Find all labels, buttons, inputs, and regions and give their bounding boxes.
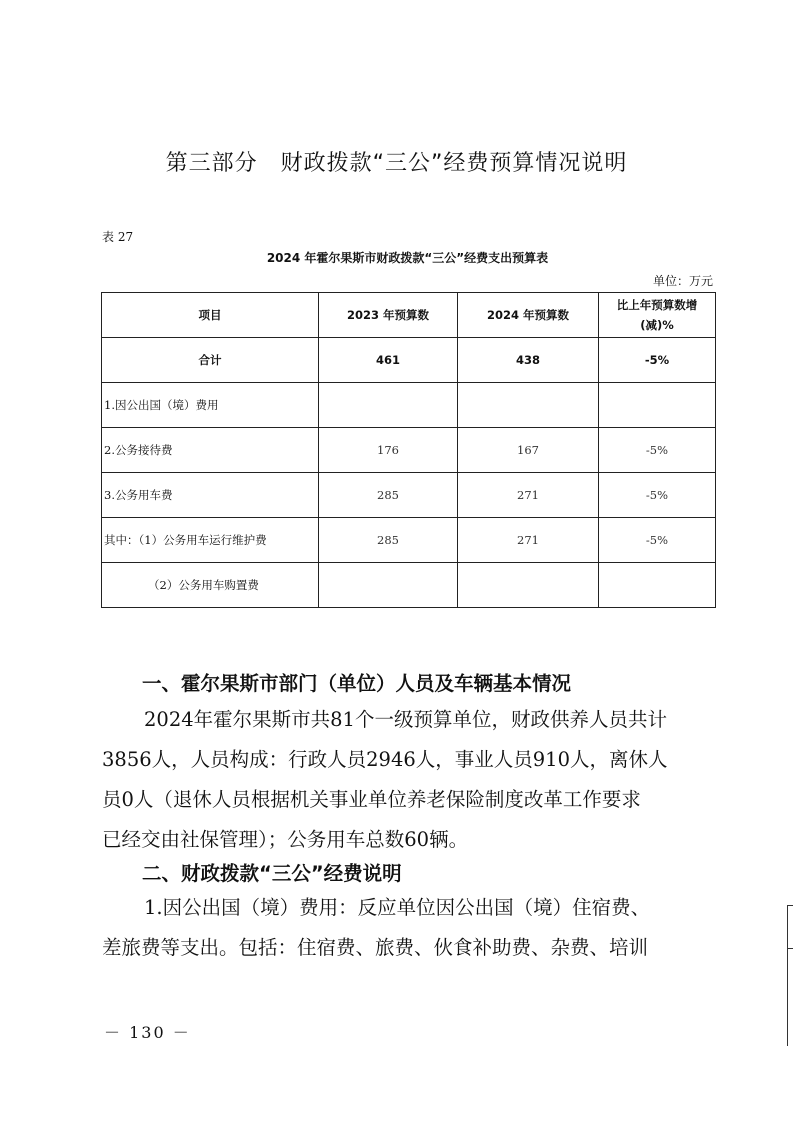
cell-2023: 461 <box>319 338 458 383</box>
cell-2023: 285 <box>319 518 458 563</box>
budget-table <box>101 292 716 608</box>
cell-2023 <box>319 563 458 608</box>
section-heading: 一、霍尔果斯市部门（单位）人员及车辆基本情况 <box>142 672 572 695</box>
cell-item: 合计 <box>102 338 319 383</box>
paragraph-line: 2024年霍尔果斯市共81个一级预算单位，财政供养人员共计 <box>144 708 667 731</box>
cell-item: 其中：（1）公务用车运行维护费 <box>102 518 319 563</box>
table-row <box>102 518 716 563</box>
table-row <box>102 563 716 608</box>
cell-2023: 285 <box>319 473 458 518</box>
cell-2024 <box>458 383 599 428</box>
paragraph-line: 已经交由社保管理）；公务用车总数60辆。 <box>102 828 469 851</box>
paragraph-line: 差旅费等支出。包括：住宿费、旅费、伙食补助费、杂费、培训 <box>102 936 649 959</box>
table-row-total <box>102 338 716 383</box>
margin-crop-mark <box>787 905 793 1046</box>
header-item: 项目 <box>102 293 319 338</box>
cell-2023 <box>319 383 458 428</box>
cell-change <box>599 383 716 428</box>
cell-change: -5% <box>599 473 716 518</box>
paragraph-line: 1.因公出国（境）费用：反应单位因公出国（境）住宿费、 <box>144 896 651 919</box>
cell-change: -5% <box>599 518 716 563</box>
cell-change: -5% <box>599 428 716 473</box>
paragraph-line: 员0人（退休人员根据机关事业单位养老保险制度改革工作要求 <box>102 788 641 811</box>
table-title: 2024 年霍尔果斯市财政拨款“三公”经费支出预算表 <box>266 251 549 265</box>
section-heading: 二、财政拨款“三公”经费说明 <box>142 862 402 885</box>
page-title: 第三部分 财政拨款“三公”经费预算情况说明 <box>165 151 628 176</box>
section-paragraph <box>102 700 702 860</box>
cell-2024 <box>458 563 599 608</box>
header-2024: 2024 年预算数 <box>458 293 599 338</box>
table-row <box>102 473 716 518</box>
table-row <box>102 428 716 473</box>
cell-item: 2.公务接待费 <box>102 428 319 473</box>
cell-2024: 271 <box>458 473 599 518</box>
cell-item: 3.公务用车费 <box>102 473 319 518</box>
header-2023: 2023 年预算数 <box>319 293 458 338</box>
cell-change <box>599 563 716 608</box>
paragraph-line: 3856人，人员构成：行政人员2946人，事业人员910人，离休人 <box>102 748 668 771</box>
cell-2024: 438 <box>458 338 599 383</box>
cell-item: （2）公务用车购置费 <box>102 563 319 608</box>
table-row <box>102 383 716 428</box>
cell-2023: 176 <box>319 428 458 473</box>
page-number: － 130 － <box>104 1023 191 1042</box>
table-number: 表 27 <box>102 230 134 244</box>
cell-2024: 167 <box>458 428 599 473</box>
cell-item: 1.因公出国（境）费用 <box>102 383 319 428</box>
cell-change: -5% <box>599 338 716 383</box>
unit-label: 单位：万元 <box>652 274 713 288</box>
cell-2024: 271 <box>458 518 599 563</box>
table-header-row <box>102 293 716 338</box>
header-change: 比上年预算数增(减)% <box>599 293 716 338</box>
section-paragraph <box>102 888 702 968</box>
